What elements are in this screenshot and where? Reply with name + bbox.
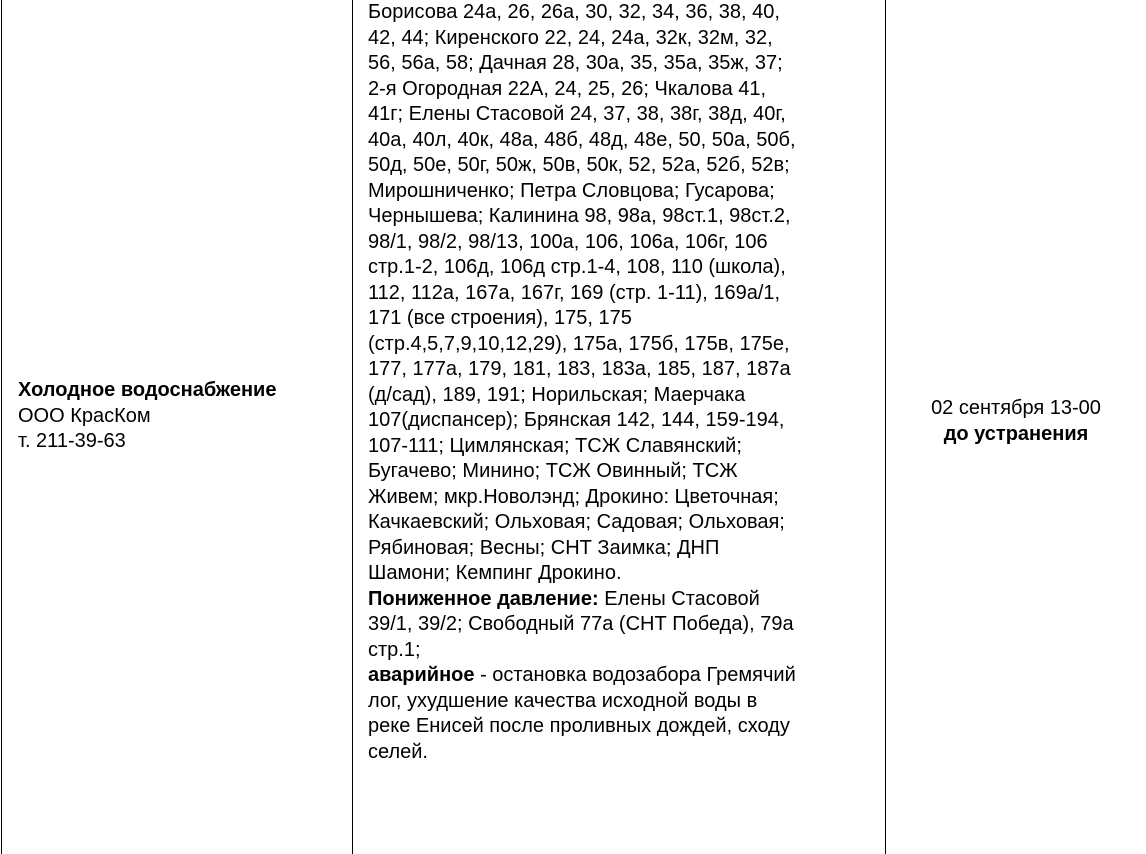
address-line: 50д, 50е, 50г, 50ж, 50в, 50к, 52, 52а, 52б, 52в; [368,154,790,176]
address-line: Мирошниченко; Петра Словцова; Гусарова; [368,179,775,202]
emergency-text: селей. [368,740,428,763]
address-line: (д/сад), 189, 191; Норильская; Маерчака [368,383,746,406]
address-line: 40а, 40л, 40к, 48а, 48б, 48д, 48е, 50, 50а, 50б, [368,128,796,151]
emergency-text: - остановка водозабора Гремячий [474,664,796,686]
address-line: 107(диспансер); Брянская 142, 144, 159-194, [368,409,785,431]
address-line: 42, 44; Киренского 22, 24, 24а, 32к, 32м, 32, [368,26,773,49]
address-line: Рябиновая; Весны; СНТ Заимка; ДНП [368,536,720,559]
addresses-cell [368,0,882,765]
emergency-text: лог, ухудшение качества исходной воды в [368,689,758,712]
emergency-text: реке Енисей после проливных дождей, сходу [368,715,790,737]
emergency-label: аварийное [368,664,475,686]
address-line: стр.1-2, 106д, 106д стр.1-4, 108, 110 (школа), [368,256,786,278]
address-line: 107-111; Цимлянская; ТСЖ Славянский; [368,434,742,457]
low-pressure-label: Пониженное давление: [368,587,599,610]
address-line: 177, 177а, 179, 181, 183, 183а, 185, 187, 187а [368,358,791,380]
low-pressure-note [368,587,882,664]
service-cell [18,378,348,455]
address-line: Качкаевский; Ольховая; Садовая; Ольховая; [368,511,785,533]
address-line: Бугачево; Минино; ТСЖ Овинный; ТСЖ [368,460,738,482]
address-line: 2-я Огородная 22А, 24, 25, 26; Чкалова 41, [368,77,767,100]
address-line: 112, 112а, 167а, 167г, 169 (стр. 1-11), 169а/1, [368,281,781,304]
address-line: Чернышева; Калинина 98, 98а, 98ст.1, 98ст.2, [368,205,791,227]
low-pressure-text: 39/1, 39/2; Свободный 77а (СНТ Победа), 79а [368,613,794,635]
period-cell [886,396,1146,447]
address-line: 41г; Елены Стасовой 24, 37, 38, 38г, 38д, 40г, [368,103,786,125]
address-line: Борисова 24а, 26, 26а, 30, 32, 34, 36, 38, 40, [368,1,780,23]
address-line: 56, 56а, 58; Дачная 28, 30а, 35, 35а, 35ж, 37; [368,52,783,74]
address-line: Шамони; Кемпинг Дрокино. [368,562,622,584]
address-line: (стр.4,5,7,9,10,12,29), 175а, 175б, 175в, 175е, [368,332,790,355]
emergency-note [368,663,882,765]
outage-end: до устранения [943,422,1089,445]
address-line: Живем; мкр.Новолэнд; Дрокино: Цветочная; [368,485,779,508]
outage-start: 02 сентября 13-00 [931,397,1101,419]
addresses-column [353,0,886,854]
address-line: 171 (все строения), 175, 175 [368,307,632,329]
address-line: 98/1, 98/2, 98/13, 100а, 106, 106а, 106г, 106 [368,230,768,253]
period-column [886,0,1146,854]
service-name: Холодное водоснабжение [18,379,277,401]
company-phone: т. 211-39-63 [18,430,126,452]
low-pressure-text: Елены Стасовой [598,587,760,610]
address-list [368,0,882,587]
company-name: ООО КрасКом [18,404,151,427]
low-pressure-text: стр.1; [368,638,421,661]
service-column [1,0,353,854]
